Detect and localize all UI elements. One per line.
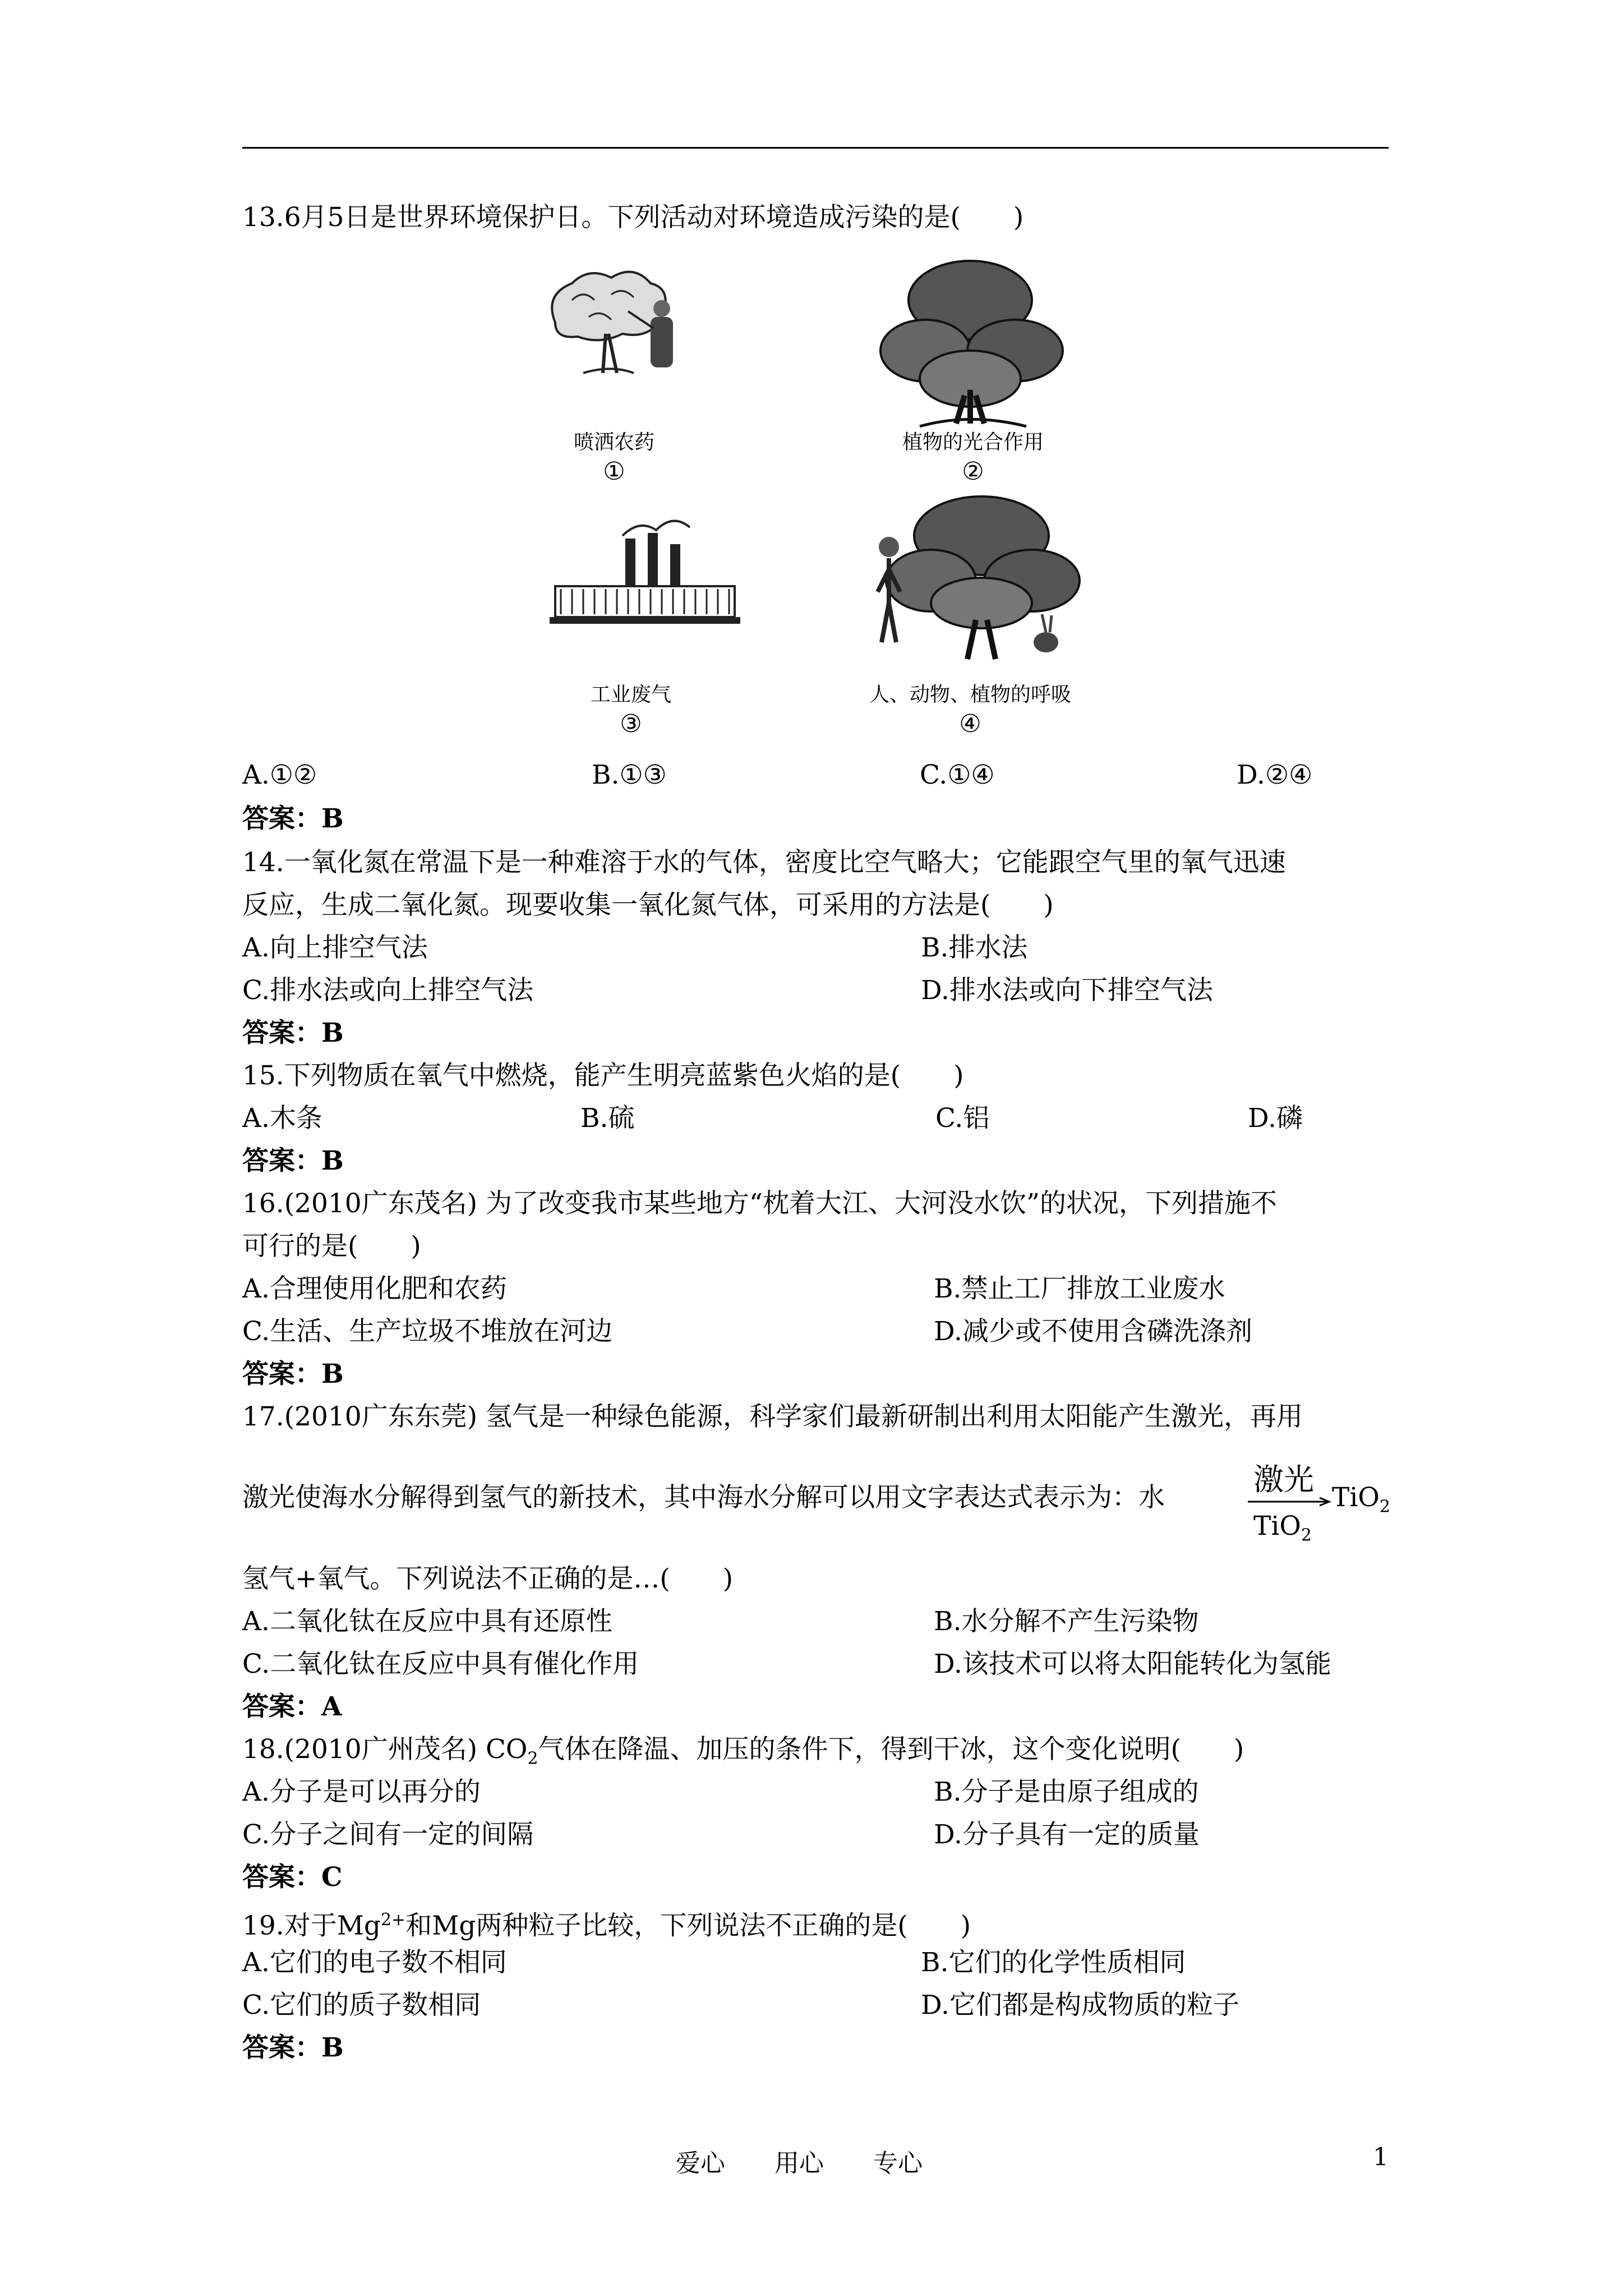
q14-option-a: A.向上排空气法 [242,932,428,963]
number-2: ② [962,457,984,486]
q17-option-c: C.二氧化钛在反应中具有催化作用 [242,1649,639,1680]
q16-option-c: C.生活、生产垃圾不堆放在河边 [242,1316,613,1347]
q15-option-d: D.磷 [1248,1103,1303,1134]
header-rule [242,147,1389,149]
q13-option-a: A.①② [242,760,317,790]
q14-stem-line1: 14.一氧化氮在常温下是一种难溶于水的气体，密度比空气略大；它能跟空气里的氧气迅速 [242,847,1286,878]
q15-stem: 15.下列物质在氧气中燃烧，能产生明亮蓝紫色火焰的是( ) [242,1060,964,1091]
q17-stem-line3: 氢气+氧气。下列说法不正确的是…( ) [242,1563,734,1594]
reaction-condition [1248,1461,1332,1545]
q18-answer: 答案：C [242,1862,343,1893]
q14-option-c: C.排水法或向上排空气法 [242,975,534,1006]
q19-option-c: C.它们的质子数相同 [242,1990,481,2021]
q16-option-b: B.禁止工厂排放工业废水 [934,1273,1225,1304]
q14-option-b: B.排水法 [921,932,1028,963]
q14-answer: 答案：B [242,1018,344,1048]
q16-stem-line1: 16.(2010广东茂名) 为了改变我市某些地方“枕着大江、大河没水饮”的状况，下列措施不 [242,1188,1278,1219]
q18-option-d: D.分子具有一定的质量 [934,1819,1200,1850]
q16-option-a: A.合理使用化肥和农药 [242,1273,507,1304]
q18-option-c: C.分子之间有一定的间隔 [242,1819,534,1850]
q17-stem-line2: 激光使海水分解得到氢气的新技术，其中海水分解可以用文字表达式表示为：水 [242,1482,1165,1513]
q16-option-d: D.减少或不使用含磷洗涤剂 [934,1316,1252,1347]
page-number: 1 [1373,2143,1389,2171]
q17-catalyst-text: TiO$_2$ [1332,1482,1391,1517]
q19-option-a: A.它们的电子数不相同 [242,1947,507,1978]
caption-factory: 工业废气 [590,683,672,706]
q17-option-b: B.水分解不产生污染物 [934,1606,1199,1637]
q16-answer: 答案：B [242,1359,344,1389]
number-3: ③ [620,710,642,738]
factory-exhaust-illustration [550,521,740,624]
q13-option-d: D.②④ [1237,760,1313,790]
q13-stem: 13.6月5日是世界环境保护日。下列活动对环境造成污染的是( ) [242,202,1024,233]
q14-stem-line2: 反应，生成二氧化氮。现要收集一氧化氮气体，可采用的方法是( ) [242,890,1054,921]
q17-option-a: A.二氧化钛在反应中具有还原性 [242,1606,612,1637]
q18-option-b: B.分子是由原子组成的 [934,1777,1199,1807]
spraying-pesticide-illustration [552,272,673,373]
q15-option-b: B.硫 [580,1103,635,1134]
q13-option-b: B.①③ [592,760,667,790]
number-1: ① [603,457,625,486]
q15-answer: 答案：B [242,1145,344,1176]
caption-photosynthesis: 植物的光合作用 [902,431,1044,454]
condition-below: TiO$_2$ [1253,1511,1312,1545]
q18-stem: 18.(2010广州茂名) $CO_2$气体在降温、加压的条件下，得到干冰，这个变化说明( ) [242,1734,1244,1769]
caption-respiration: 人、动物、植物的呼吸 [869,683,1072,706]
q16-stem-line2: 可行的是( ) [242,1231,421,1262]
q14-option-d: D.排水法或向下排空气法 [921,975,1213,1006]
q19-option-d: D.它们都是构成物质的粒子 [921,1990,1239,2021]
q17-answer: 答案：A [242,1691,342,1722]
q19-stem: 19.对于$Mg^{2+}$和Mg两种粒子比较，下列说法不正确的是( ) [242,1910,971,1941]
q18-option-a: A.分子是可以再分的 [242,1777,481,1807]
respiration-illustration [878,496,1080,659]
q17-option-d: D.该技术可以将太阳能转化为氢能 [934,1649,1331,1680]
number-4: ④ [959,710,981,738]
reaction-arrow-icon [1248,1496,1331,1507]
q19-answer: 答案：B [242,2032,344,2063]
q17-stem-line1: 17.(2010广东东莞) 氢气是一种绿色能源，科学家们最新研制出利用太阳能产生激光，再用 [242,1401,1303,1432]
q15-option-c: C.铝 [935,1103,990,1134]
q15-option-a: A.木条 [242,1103,322,1134]
q13-figure [538,255,1116,760]
photosynthesis-tree-illustration [880,261,1063,426]
footer-motto: 爱心 用心 专心 [676,2149,923,2178]
caption-spraying: 喷洒农药 [573,431,655,454]
q19-option-b: B.它们的化学性质相同 [921,1947,1186,1978]
condition-above: 激光 [1253,1462,1314,1497]
q13-option-c: C.①④ [920,760,995,790]
q13-answer: 答案：B [242,803,344,834]
